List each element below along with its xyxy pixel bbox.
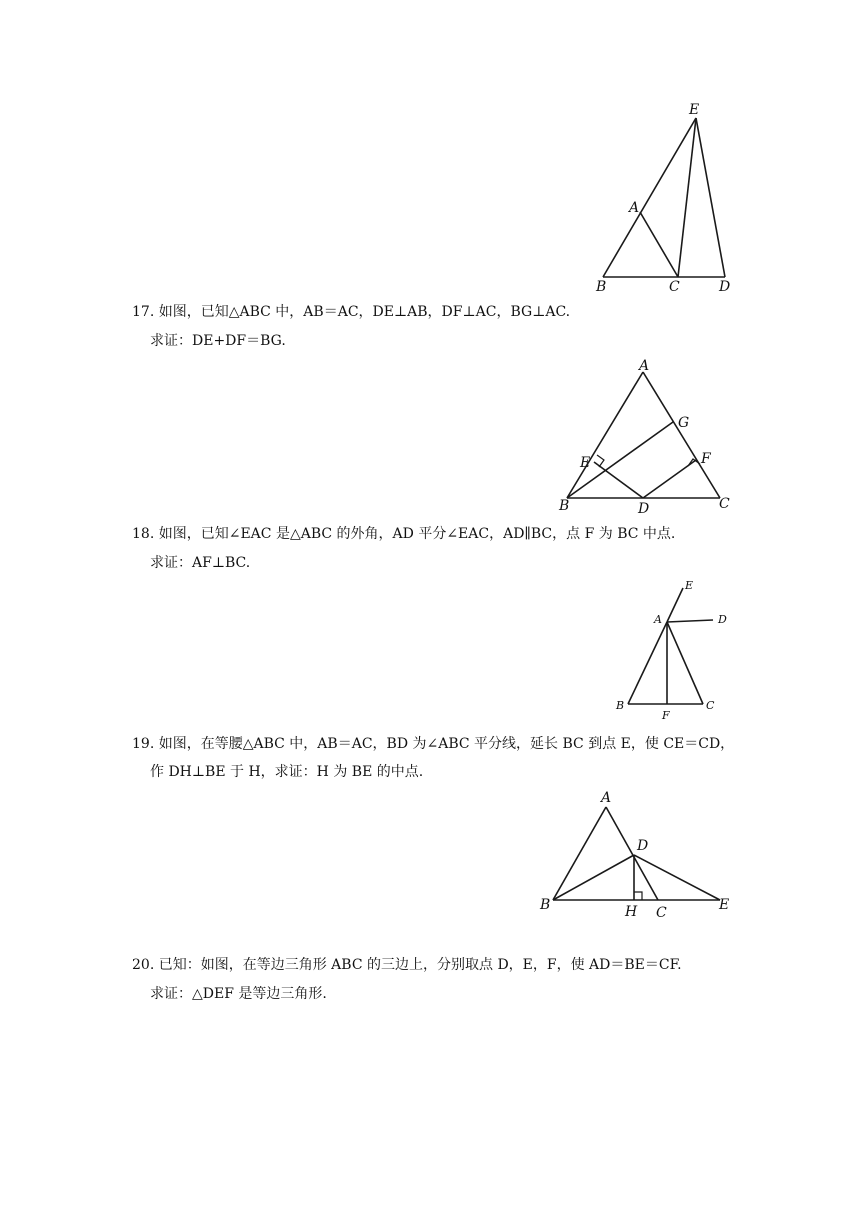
segment-de <box>634 855 720 900</box>
problem-17-number: 17. <box>132 304 155 320</box>
label-f: F <box>662 709 670 722</box>
label-c: C <box>669 279 680 295</box>
right-angle-mark-h <box>634 892 642 900</box>
problem-17-text: 如图，已知△ABC 中，AB＝AC，DE⊥AB，DF⊥AC，BG⊥AC. <box>158 304 571 320</box>
problem-17-prove: 求证：DE+DF＝BG. <box>150 333 286 349</box>
problem-18-prove: 求证：AF⊥BC. <box>150 555 251 571</box>
label-b: B <box>616 699 625 712</box>
problem-20-text: 已知：如图，在等边三角形 ABC 的三边上，分别取点 D，E，F，使 AD＝BE＝CF. <box>158 957 682 973</box>
label-c: C <box>719 496 730 512</box>
label-b: B <box>540 897 551 913</box>
problem-19-number: 19. <box>132 736 155 752</box>
label-d: D <box>719 279 731 295</box>
problem-20-statement <box>132 956 682 974</box>
problem-19-text: 如图，在等腰△ABC 中，AB＝AC，BD 为∠ABC 平分线，延长 BC 到点 E，使 CE＝CD， <box>158 736 735 752</box>
segment-ac <box>606 807 658 900</box>
label-c: C <box>656 905 667 921</box>
label-h: H <box>625 904 638 920</box>
label-e: E <box>685 579 694 592</box>
label-a: A <box>639 358 650 374</box>
problem-20-prove: 求证：△DEF 是等边三角形. <box>150 986 327 1002</box>
label-a: A <box>629 200 640 216</box>
label-e: E <box>719 897 730 913</box>
label-b: B <box>559 498 570 514</box>
label-f: F <box>701 451 711 467</box>
problem-18-number: 18. <box>132 526 155 542</box>
problem-20-number: 20. <box>132 957 155 973</box>
problem-19-statement-cont: 作 DH⊥BE 于 H，求证：H 为 BE 的中点. <box>150 764 424 780</box>
label-e: E <box>689 102 700 118</box>
label-g: G <box>678 415 690 431</box>
label-b: B <box>596 279 607 295</box>
label-e: E <box>580 455 591 471</box>
label-a: A <box>601 790 612 806</box>
label-a: A <box>654 613 662 626</box>
problem-18-text: 如图，已知∠EAC 是△ABC 的外角，AD 平分∠EAC，AD∥BC，点 F 为 BC 中点. <box>158 526 676 542</box>
label-d: D <box>638 501 650 517</box>
label-d: D <box>718 613 727 626</box>
label-d: D <box>637 838 649 854</box>
label-c: C <box>706 699 715 712</box>
